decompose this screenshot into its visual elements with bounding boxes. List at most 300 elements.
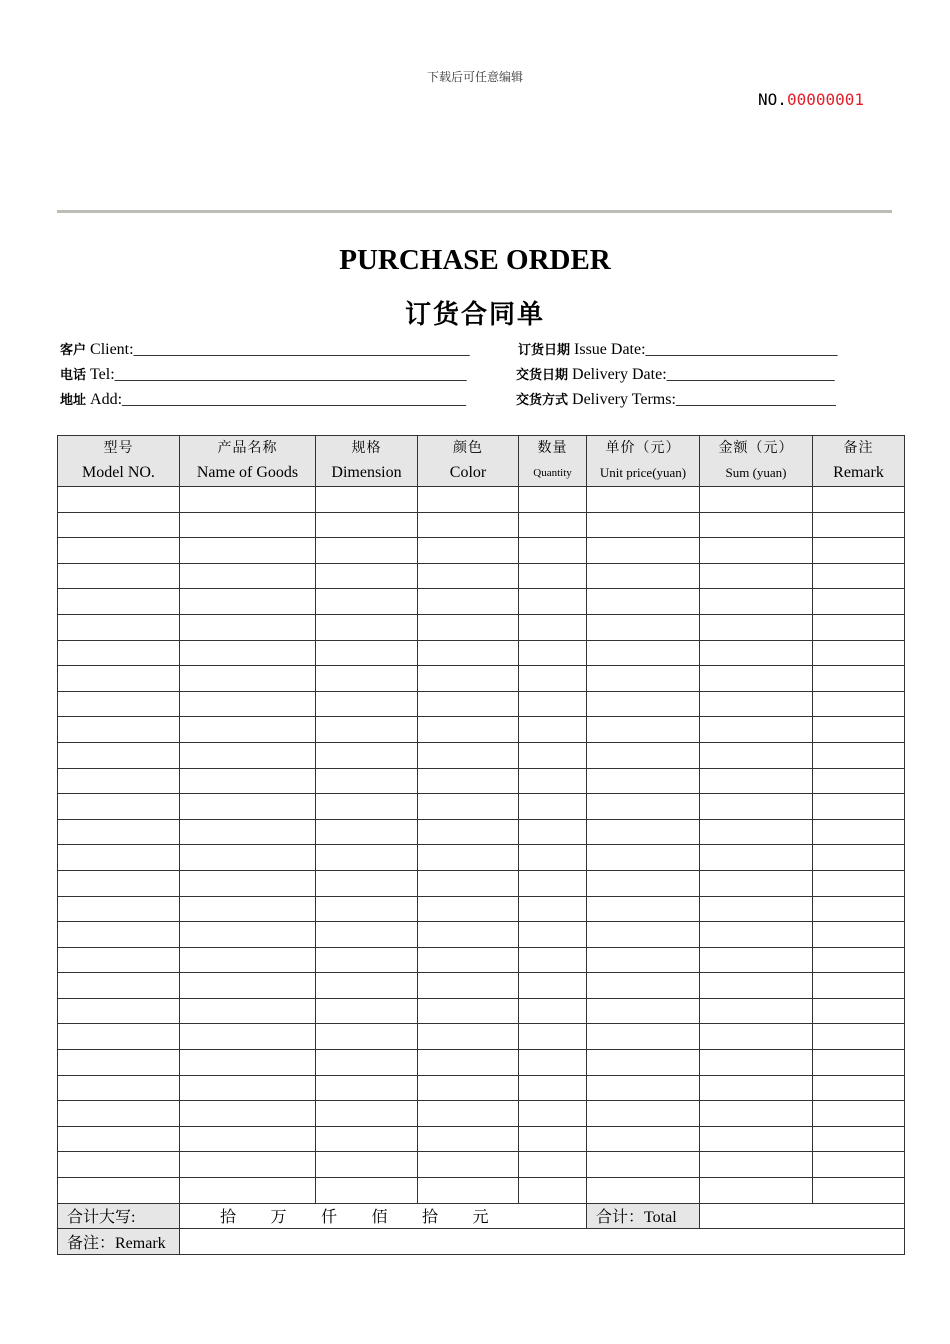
table-cell[interactable] [519, 589, 587, 615]
table-cell[interactable] [180, 640, 316, 666]
table-row [58, 1075, 905, 1101]
tel-label-zh: 电话 [60, 367, 87, 382]
table-cell[interactable] [700, 870, 813, 896]
table-cell[interactable] [587, 512, 700, 538]
table-cell[interactable] [519, 870, 587, 896]
table-cell[interactable] [813, 998, 905, 1024]
unit-shi-2: 拾 [422, 1209, 439, 1227]
table-cell[interactable] [519, 922, 587, 948]
table-cell[interactable] [180, 512, 316, 538]
table-cell[interactable] [180, 845, 316, 871]
table-cell[interactable] [180, 1152, 316, 1178]
table-cell[interactable] [519, 768, 587, 794]
table-cell[interactable] [316, 1024, 418, 1050]
table-cell[interactable] [587, 768, 700, 794]
table-cell[interactable] [813, 973, 905, 999]
table-cell[interactable] [316, 998, 418, 1024]
table-cell[interactable] [587, 922, 700, 948]
table-cell[interactable] [180, 768, 316, 794]
table-cell[interactable] [700, 538, 813, 564]
column-header-dimension [316, 436, 418, 487]
column-header-zh: 规格 [351, 441, 382, 456]
column-header-en: Color [449, 464, 487, 481]
address-field[interactable] [60, 389, 466, 409]
table-cell[interactable] [587, 973, 700, 999]
table-cell[interactable] [587, 845, 700, 871]
table-cell[interactable] [587, 947, 700, 973]
table-cell[interactable] [316, 1178, 418, 1204]
total-capital-row [58, 1203, 905, 1229]
table-cell[interactable] [700, 717, 813, 743]
document-title: PURCHASE ORDER [339, 244, 611, 276]
table-cell[interactable] [418, 973, 519, 999]
client-label: Client: [90, 341, 134, 358]
table-cell[interactable] [180, 1050, 316, 1076]
table-cell[interactable] [180, 487, 316, 513]
table-cell[interactable] [180, 973, 316, 999]
table-cell[interactable] [58, 614, 180, 640]
table-cell[interactable] [418, 512, 519, 538]
table-cell[interactable] [519, 1152, 587, 1178]
table-cell[interactable] [587, 870, 700, 896]
client-field[interactable] [60, 339, 470, 359]
table-cell[interactable] [58, 563, 180, 589]
table-cell[interactable] [316, 512, 418, 538]
table-cell[interactable] [700, 1152, 813, 1178]
delivery-terms-field[interactable] [516, 389, 836, 409]
table-cell[interactable] [700, 742, 813, 768]
table-cell[interactable] [700, 691, 813, 717]
column-header-en: Unit price(yuan) [599, 465, 687, 480]
table-cell[interactable] [418, 845, 519, 871]
table-row [58, 1024, 905, 1050]
table-cell[interactable] [316, 922, 418, 948]
table-cell[interactable] [519, 794, 587, 820]
order-number-label: NO. [758, 90, 787, 109]
table-cell[interactable] [418, 1126, 519, 1152]
table-cell[interactable] [418, 614, 519, 640]
remark-value-cell[interactable] [180, 1229, 905, 1255]
table-cell[interactable] [700, 640, 813, 666]
table-cell[interactable] [316, 845, 418, 871]
document-title-chinese: 订货合同单 [404, 300, 545, 329]
tel-line[interactable]: ____________________________________________ [114, 366, 467, 383]
table-cell[interactable] [813, 512, 905, 538]
table-cell[interactable] [813, 1075, 905, 1101]
table-cell[interactable] [700, 487, 813, 513]
table-cell[interactable] [813, 691, 905, 717]
table-row [58, 998, 905, 1024]
table-cell[interactable] [58, 640, 180, 666]
table-cell[interactable] [58, 1152, 180, 1178]
column-header-color [418, 436, 519, 487]
table-cell[interactable] [316, 563, 418, 589]
table-cell[interactable] [587, 1024, 700, 1050]
table-row [58, 563, 905, 589]
table-row [58, 896, 905, 922]
table-cell[interactable] [418, 1024, 519, 1050]
table-cell[interactable] [316, 691, 418, 717]
table-cell[interactable] [180, 742, 316, 768]
table-cell[interactable] [180, 1126, 316, 1152]
table-cell[interactable] [700, 512, 813, 538]
table-cell[interactable] [519, 1101, 587, 1127]
column-header-en: Dimension [331, 464, 402, 481]
table-cell[interactable] [813, 922, 905, 948]
table-cell[interactable] [418, 742, 519, 768]
table-row [58, 742, 905, 768]
table-cell[interactable] [587, 538, 700, 564]
table-cell[interactable] [700, 896, 813, 922]
table-cell[interactable] [813, 794, 905, 820]
table-cell[interactable] [180, 717, 316, 743]
table-cell[interactable] [58, 896, 180, 922]
column-header-zh: 型号 [103, 441, 134, 456]
table-cell[interactable] [519, 896, 587, 922]
table-cell[interactable] [58, 717, 180, 743]
table-cell[interactable] [587, 1101, 700, 1127]
table-cell[interactable] [587, 487, 700, 513]
table-cell[interactable] [813, 487, 905, 513]
table-cell[interactable] [418, 1152, 519, 1178]
table-cell[interactable] [700, 1075, 813, 1101]
table-cell[interactable] [180, 589, 316, 615]
address-label-zh: 地址 [60, 392, 87, 407]
table-row [58, 512, 905, 538]
table-cell[interactable] [700, 1126, 813, 1152]
table-cell[interactable] [58, 1050, 180, 1076]
table-cell[interactable] [700, 947, 813, 973]
table-cell[interactable] [519, 512, 587, 538]
table-cell[interactable] [316, 947, 418, 973]
table-cell[interactable] [58, 794, 180, 820]
table-cell[interactable] [180, 1024, 316, 1050]
table-cell[interactable] [813, 640, 905, 666]
table-cell[interactable] [316, 538, 418, 564]
table-cell[interactable] [813, 1101, 905, 1127]
table-cell[interactable] [813, 947, 905, 973]
table-cell[interactable] [519, 691, 587, 717]
table-cell[interactable] [418, 640, 519, 666]
table-cell[interactable] [813, 1126, 905, 1152]
table-cell[interactable] [418, 589, 519, 615]
table-cell[interactable] [418, 538, 519, 564]
table-cell[interactable] [813, 717, 905, 743]
column-header-zh: 产品名称 [217, 441, 278, 456]
table-cell[interactable] [180, 998, 316, 1024]
table-cell[interactable] [519, 487, 587, 513]
table-cell[interactable] [180, 794, 316, 820]
table-cell[interactable] [519, 973, 587, 999]
table-cell[interactable] [587, 589, 700, 615]
table-cell[interactable] [587, 666, 700, 692]
table-cell[interactable] [316, 487, 418, 513]
table-cell[interactable] [587, 1152, 700, 1178]
table-cell[interactable] [180, 1075, 316, 1101]
table-cell[interactable] [700, 666, 813, 692]
table-cell[interactable] [316, 1075, 418, 1101]
table-cell[interactable] [180, 563, 316, 589]
table-cell[interactable] [813, 845, 905, 871]
table-cell[interactable] [316, 768, 418, 794]
table-cell[interactable] [180, 947, 316, 973]
table-cell[interactable] [418, 1075, 519, 1101]
table-cell[interactable] [519, 614, 587, 640]
table-row [58, 768, 905, 794]
table-cell[interactable] [587, 614, 700, 640]
table-cell[interactable] [813, 538, 905, 564]
table-cell[interactable] [700, 589, 813, 615]
table-cell[interactable] [519, 1050, 587, 1076]
table-cell[interactable] [58, 1075, 180, 1101]
table-cell[interactable] [418, 487, 519, 513]
table-cell[interactable] [813, 666, 905, 692]
table-cell[interactable] [316, 973, 418, 999]
table-cell[interactable] [519, 1075, 587, 1101]
order-number [758, 90, 864, 109]
table-cell[interactable] [700, 768, 813, 794]
table-cell[interactable] [418, 896, 519, 922]
table-cell[interactable] [587, 1178, 700, 1204]
table-row [58, 487, 905, 513]
table-cell[interactable] [58, 512, 180, 538]
order-items-table [57, 435, 905, 1255]
delivery-date-field[interactable] [516, 364, 835, 384]
table-cell[interactable] [418, 666, 519, 692]
table-cell[interactable] [316, 717, 418, 743]
column-header-remark [813, 436, 905, 487]
table-cell[interactable] [180, 691, 316, 717]
unit-wan: 万 [270, 1209, 287, 1227]
table-cell[interactable] [813, 896, 905, 922]
table-cell[interactable] [58, 538, 180, 564]
table-cell[interactable] [58, 487, 180, 513]
table-cell[interactable] [587, 1126, 700, 1152]
table-cell[interactable] [418, 947, 519, 973]
column-header-en: Sum (yuan) [725, 465, 787, 480]
table-cell[interactable] [700, 845, 813, 871]
table-cell[interactable] [587, 1075, 700, 1101]
table-row [58, 819, 905, 845]
total-capital-label: 合计大写: [58, 1203, 180, 1229]
total-value-cell[interactable] [700, 1203, 905, 1229]
table-cell[interactable] [813, 563, 905, 589]
table-cell[interactable] [316, 1126, 418, 1152]
table-cell[interactable] [180, 538, 316, 564]
table-cell[interactable] [316, 742, 418, 768]
table-cell[interactable] [316, 870, 418, 896]
column-header-model [58, 436, 180, 487]
table-cell[interactable] [58, 768, 180, 794]
table-cell[interactable] [316, 614, 418, 640]
table-cell[interactable] [813, 1152, 905, 1178]
column-header-en: Remark [833, 464, 884, 481]
column-header-en: Model NO. [82, 464, 155, 481]
table-cell[interactable] [180, 1178, 316, 1204]
table-cell[interactable] [519, 1024, 587, 1050]
table-cell[interactable] [700, 614, 813, 640]
table-cell[interactable] [418, 563, 519, 589]
table-row [58, 614, 905, 640]
table-cell[interactable] [587, 691, 700, 717]
table-cell[interactable] [418, 717, 519, 743]
table-cell[interactable] [587, 794, 700, 820]
table-cell[interactable] [700, 1101, 813, 1127]
column-header-zh: 数量 [537, 441, 568, 456]
table-cell[interactable] [700, 794, 813, 820]
table-cell[interactable] [813, 1178, 905, 1204]
table-cell[interactable] [813, 742, 905, 768]
unit-yuan: 元 [472, 1209, 489, 1227]
table-cell[interactable] [813, 819, 905, 845]
table-cell[interactable] [316, 819, 418, 845]
table-cell[interactable] [700, 819, 813, 845]
table-cell[interactable] [58, 1178, 180, 1204]
table-cell[interactable] [180, 666, 316, 692]
table-cell[interactable] [58, 1024, 180, 1050]
table-cell[interactable] [418, 998, 519, 1024]
table-cell[interactable] [519, 563, 587, 589]
delivery-date-label-zh: 交货日期 [516, 367, 569, 382]
table-row [58, 1050, 905, 1076]
table-cell[interactable] [180, 896, 316, 922]
table-cell[interactable] [519, 666, 587, 692]
table-header-row [58, 436, 905, 487]
table-cell[interactable] [587, 896, 700, 922]
table-cell[interactable] [316, 1050, 418, 1076]
table-cell[interactable] [700, 998, 813, 1024]
header-divider [57, 210, 892, 213]
table-cell[interactable] [519, 742, 587, 768]
table-cell[interactable] [519, 717, 587, 743]
table-cell[interactable] [813, 870, 905, 896]
address-line[interactable]: ___________________________________________ [122, 391, 467, 408]
client-line[interactable]: __________________________________________ [133, 341, 470, 358]
table-cell[interactable] [418, 691, 519, 717]
table-cell[interactable] [58, 589, 180, 615]
delivery-terms-label-zh: 交货方式 [516, 392, 569, 407]
table-cell[interactable] [316, 666, 418, 692]
table-cell[interactable] [58, 845, 180, 871]
table-cell[interactable] [519, 998, 587, 1024]
table-cell[interactable] [316, 794, 418, 820]
table-cell[interactable] [813, 768, 905, 794]
table-cell[interactable] [519, 845, 587, 871]
column-header-zh: 单价（元） [605, 441, 681, 456]
table-cell[interactable] [58, 1126, 180, 1152]
delivery-date-line[interactable]: _____________________ [666, 366, 835, 383]
table-cell[interactable] [700, 1050, 813, 1076]
table-cell[interactable] [587, 1050, 700, 1076]
table-cell[interactable] [58, 922, 180, 948]
column-header-sum [700, 436, 813, 487]
table-cell[interactable] [316, 896, 418, 922]
table-cell[interactable] [418, 922, 519, 948]
table-cell[interactable] [58, 742, 180, 768]
table-row [58, 973, 905, 999]
column-header-quantity [519, 436, 587, 487]
table-cell[interactable] [700, 563, 813, 589]
table-cell[interactable] [587, 819, 700, 845]
table-cell[interactable] [700, 973, 813, 999]
table-cell[interactable] [587, 563, 700, 589]
table-cell[interactable] [700, 1024, 813, 1050]
table-cell[interactable] [813, 589, 905, 615]
table-cell[interactable] [58, 1101, 180, 1127]
table-cell[interactable] [58, 819, 180, 845]
table-cell[interactable] [58, 691, 180, 717]
table-cell[interactable] [316, 1101, 418, 1127]
table-cell[interactable] [519, 947, 587, 973]
issue-date-field[interactable] [518, 339, 838, 359]
table-row [58, 538, 905, 564]
table-cell[interactable] [180, 1101, 316, 1127]
table-cell[interactable] [418, 870, 519, 896]
table-row [58, 1101, 905, 1127]
table-row [58, 1178, 905, 1204]
table-cell[interactable] [418, 819, 519, 845]
table-cell[interactable] [519, 819, 587, 845]
total-capital-units[interactable] [180, 1203, 587, 1229]
table-row [58, 1152, 905, 1178]
delivery-date-label: Delivery Date: [572, 366, 667, 383]
table-row [58, 845, 905, 871]
table-cell[interactable] [180, 614, 316, 640]
tel-field[interactable] [60, 364, 467, 384]
table-cell[interactable] [700, 922, 813, 948]
download-note: 下载后可任意编辑 [426, 70, 523, 84]
table-cell[interactable] [519, 538, 587, 564]
table-cell[interactable] [519, 640, 587, 666]
table-cell[interactable] [813, 1024, 905, 1050]
column-header-unit-price [587, 436, 700, 487]
table-cell[interactable] [316, 1152, 418, 1178]
table-cell[interactable] [700, 1178, 813, 1204]
table-row [58, 1126, 905, 1152]
table-cell[interactable] [58, 947, 180, 973]
table-cell[interactable] [180, 870, 316, 896]
table-cell[interactable] [519, 1126, 587, 1152]
order-number-value: 00000001 [786, 90, 864, 109]
table-cell[interactable] [58, 666, 180, 692]
table-cell[interactable] [418, 1101, 519, 1127]
table-cell[interactable] [418, 794, 519, 820]
table-cell[interactable] [813, 614, 905, 640]
table-cell[interactable] [418, 768, 519, 794]
table-cell[interactable] [587, 640, 700, 666]
table-cell[interactable] [316, 589, 418, 615]
table-row [58, 922, 905, 948]
table-cell[interactable] [180, 819, 316, 845]
table-cell[interactable] [58, 870, 180, 896]
table-cell[interactable] [58, 973, 180, 999]
table-cell[interactable] [587, 998, 700, 1024]
table-row [58, 640, 905, 666]
table-cell[interactable] [418, 1178, 519, 1204]
table-cell[interactable] [519, 1178, 587, 1204]
table-cell[interactable] [316, 640, 418, 666]
table-cell[interactable] [58, 998, 180, 1024]
table-cell[interactable] [180, 922, 316, 948]
table-cell[interactable] [587, 717, 700, 743]
delivery-terms-line[interactable]: ____________________ [675, 391, 836, 408]
item-rows [58, 487, 905, 1204]
table-cell[interactable] [418, 1050, 519, 1076]
issue-date-line[interactable]: ________________________ [645, 341, 838, 358]
table-cell[interactable] [813, 1050, 905, 1076]
table-row [58, 717, 905, 743]
table-cell[interactable] [587, 742, 700, 768]
